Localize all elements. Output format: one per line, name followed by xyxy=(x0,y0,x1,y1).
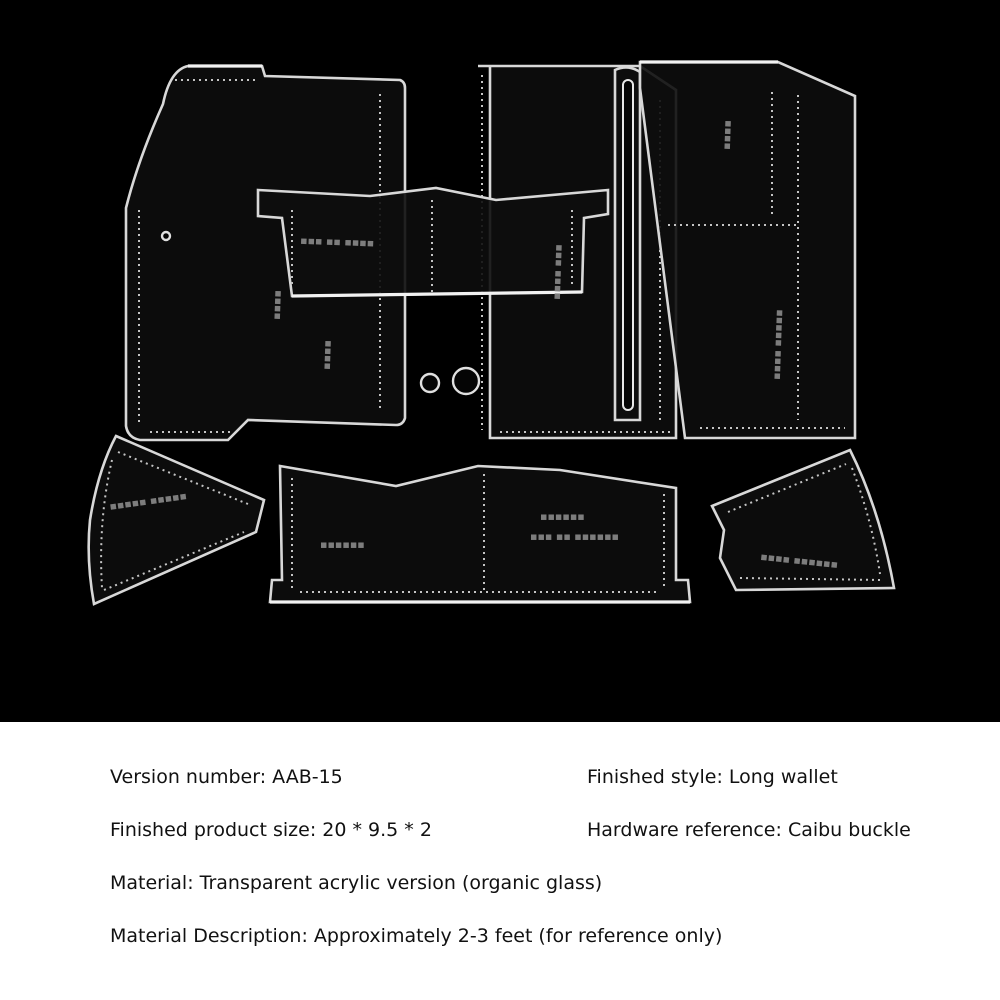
svg-text:▪▪▪▪: ▪▪▪▪ xyxy=(270,289,285,321)
template-piece-right-gusset xyxy=(712,450,894,590)
spec-version: Version number: AAB-15 xyxy=(110,766,343,788)
svg-text:▪▪▪▪▪▪: ▪▪▪▪▪▪ xyxy=(320,538,365,551)
svg-text:▪▪▪▪: ▪▪▪▪ xyxy=(720,119,735,151)
button-hole-large xyxy=(453,368,479,394)
svg-text:▪▪▪▪ ▪▪▪▪▪: ▪▪▪▪ ▪▪▪▪▪ xyxy=(770,309,786,381)
svg-text:▪▪▪▪ ▪▪▪: ▪▪▪▪ ▪▪▪ xyxy=(550,243,565,301)
spec-material: Material: Transparent acrylic version (organic glass) xyxy=(110,872,603,894)
svg-text:▪▪▪▪ ▪▪▪▪▪▪: ▪▪▪▪ ▪▪▪▪▪▪ xyxy=(759,550,839,572)
svg-text:▪▪▪▪: ▪▪▪▪ xyxy=(320,339,335,371)
spec-style: Finished style: Long wallet xyxy=(587,766,838,788)
svg-text:▪▪▪▪▪ ▪▪▪▪▪: ▪▪▪▪▪ ▪▪▪▪▪ xyxy=(108,489,188,513)
template-piece-card-pocket xyxy=(270,466,690,602)
spec-material-description: Material Description: Approximately 2-3 feet (for reference only) xyxy=(110,925,723,947)
svg-text:▪▪▪▪▪▪: ▪▪▪▪▪▪ xyxy=(540,510,585,523)
template-piece-left-gusset xyxy=(89,436,264,604)
spec-hardware: Hardware reference: Caibu buckle xyxy=(587,819,911,841)
svg-text:▪▪▪ ▪▪ ▪▪▪▪: ▪▪▪ ▪▪ ▪▪▪▪ xyxy=(299,234,375,250)
svg-text:▪▪▪ ▪▪ ▪▪▪▪▪▪: ▪▪▪ ▪▪ ▪▪▪▪▪▪ xyxy=(530,530,619,543)
button-hole-small xyxy=(421,374,439,392)
spec-size: Finished product size: 20 * 9.5 * 2 xyxy=(110,819,432,841)
